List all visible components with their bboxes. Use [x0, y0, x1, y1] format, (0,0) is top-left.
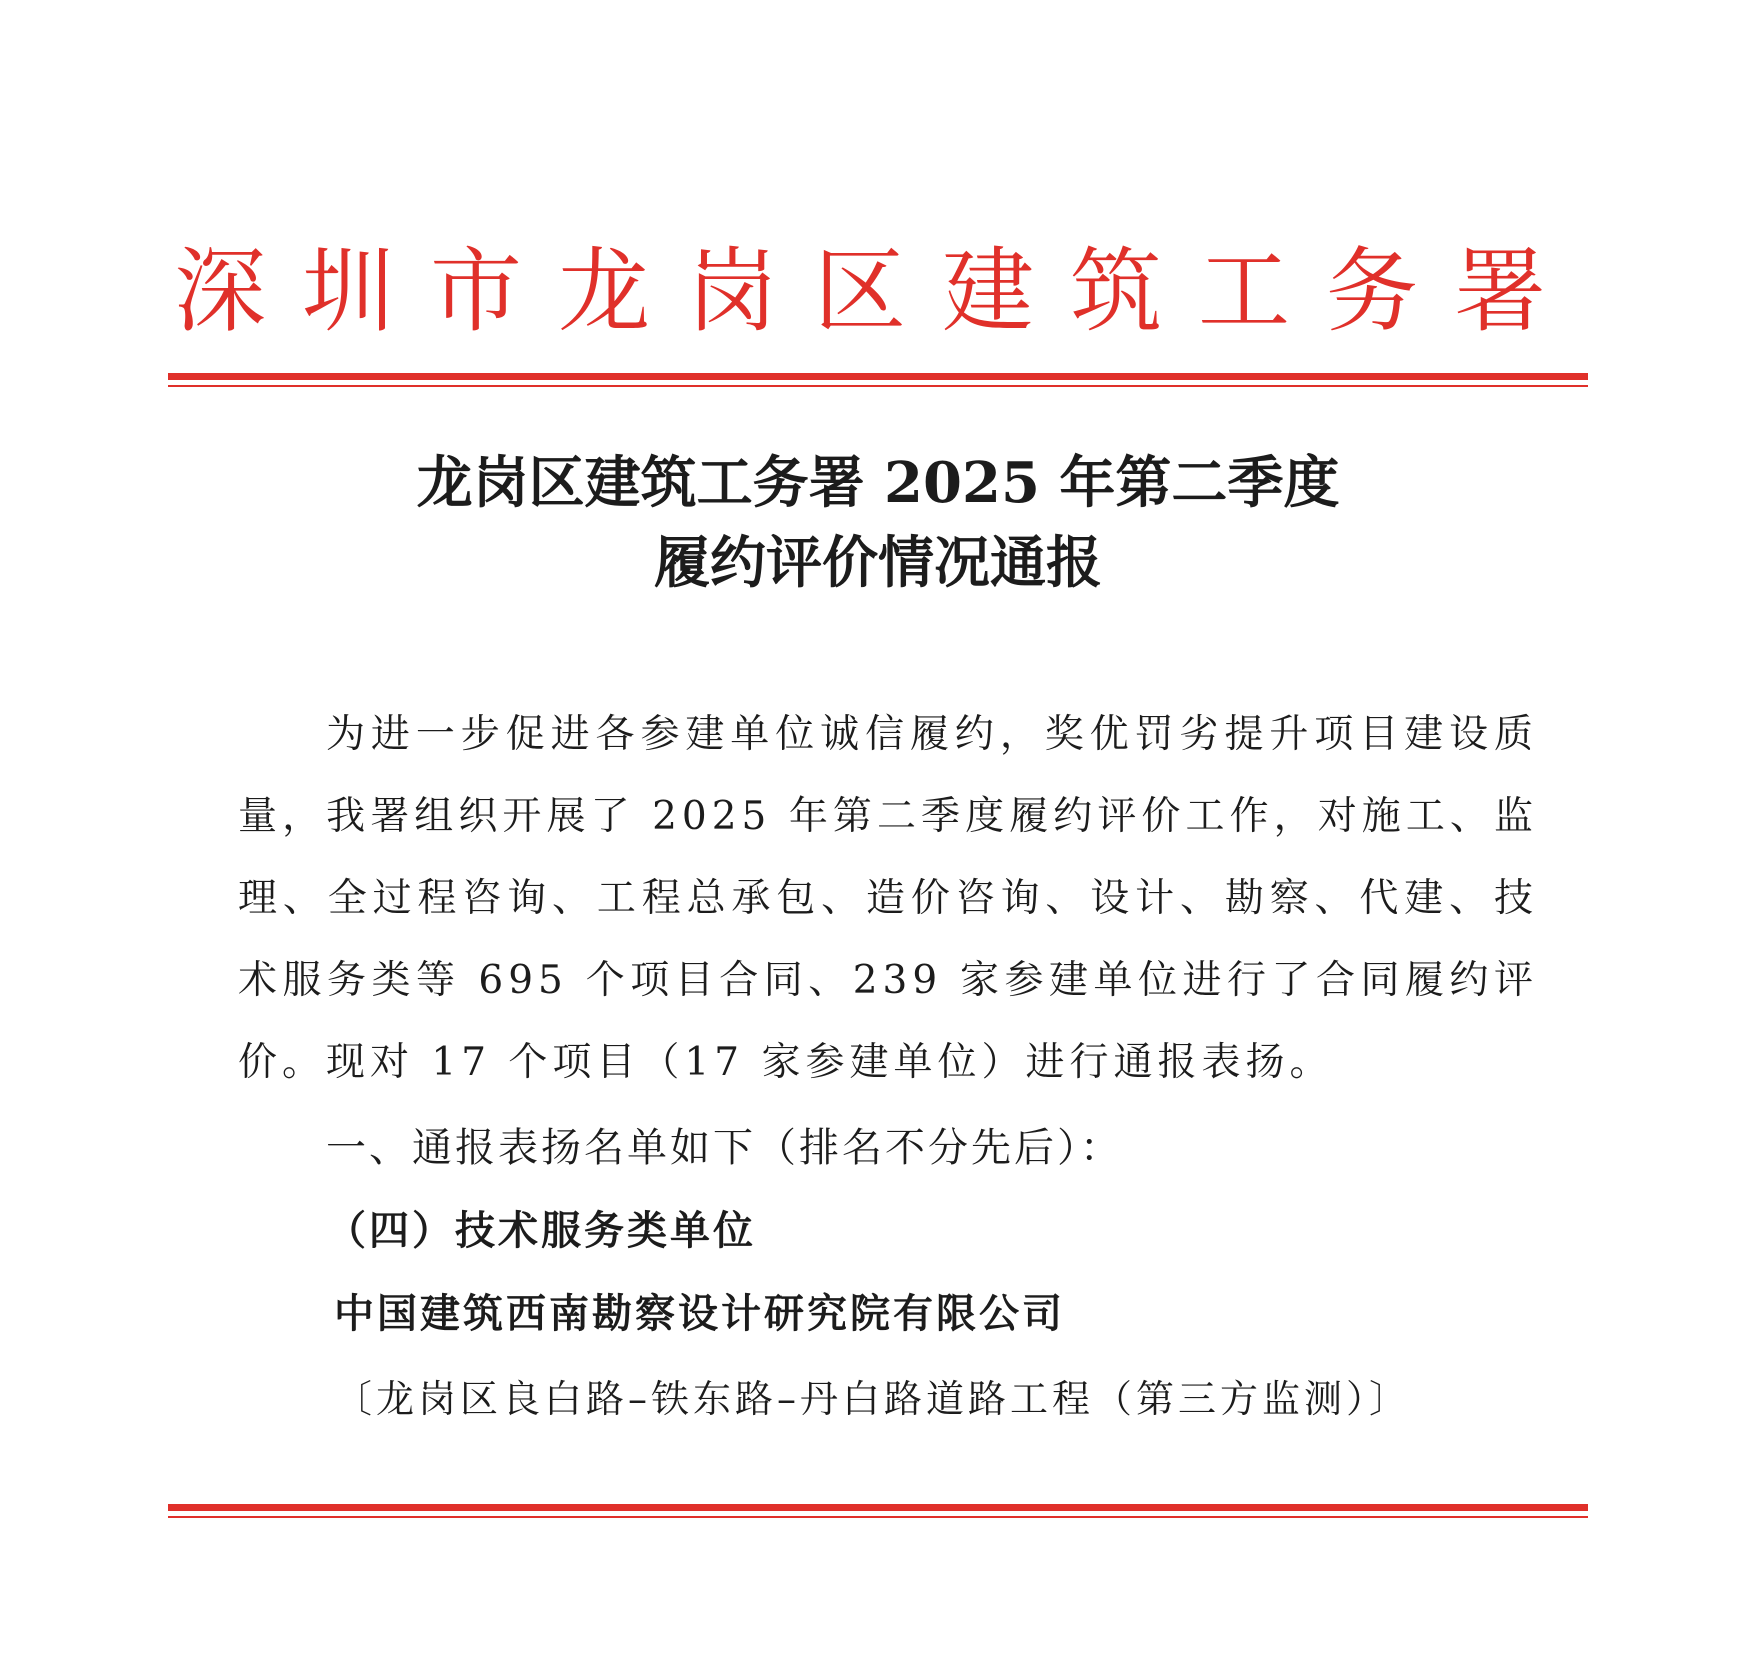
section-heading: 一、通报表扬名单如下（排名不分先后）： — [326, 1125, 1123, 1171]
company-name: 中国建筑西南勘察设计研究院有限公司 — [334, 1291, 1065, 1337]
divider-thick-line — [168, 373, 1588, 380]
org-name-header: 深圳市龙岗区建筑工务署 — [173, 238, 1582, 345]
body-paragraph: 为进一步促进各参建单位诚信履约，奖优罚劣提升项目建设质量，我署组织开展了 2025 年第二季度履约评价工作，对施工、监理、全过程咨询、工程总承包、造价咨询、设计、勘察、代建、技术服务类等 695 个项目合同、239 家参建单位进行了合同履约评价。现对 17 个项目（17 家参建单位）进行通报表扬。 — [238, 712, 1538, 1085]
header-divider — [168, 373, 1588, 387]
divider-thin-line — [168, 385, 1588, 387]
project-name: 〔龙岗区良白路–铁东路–丹白路道路工程（第三方监测）〕 — [334, 1377, 1412, 1421]
subsection-heading: （四）技术服务类单位 — [326, 1208, 756, 1254]
footer-divider — [168, 1504, 1588, 1518]
document-title-line-1: 龙岗区建筑工务署 2025 年第二季度 — [416, 450, 1340, 516]
divider-thick-line — [168, 1504, 1588, 1511]
document-title-line-2: 履约评价情况通报 — [654, 530, 1102, 596]
divider-thin-line — [168, 1516, 1588, 1518]
